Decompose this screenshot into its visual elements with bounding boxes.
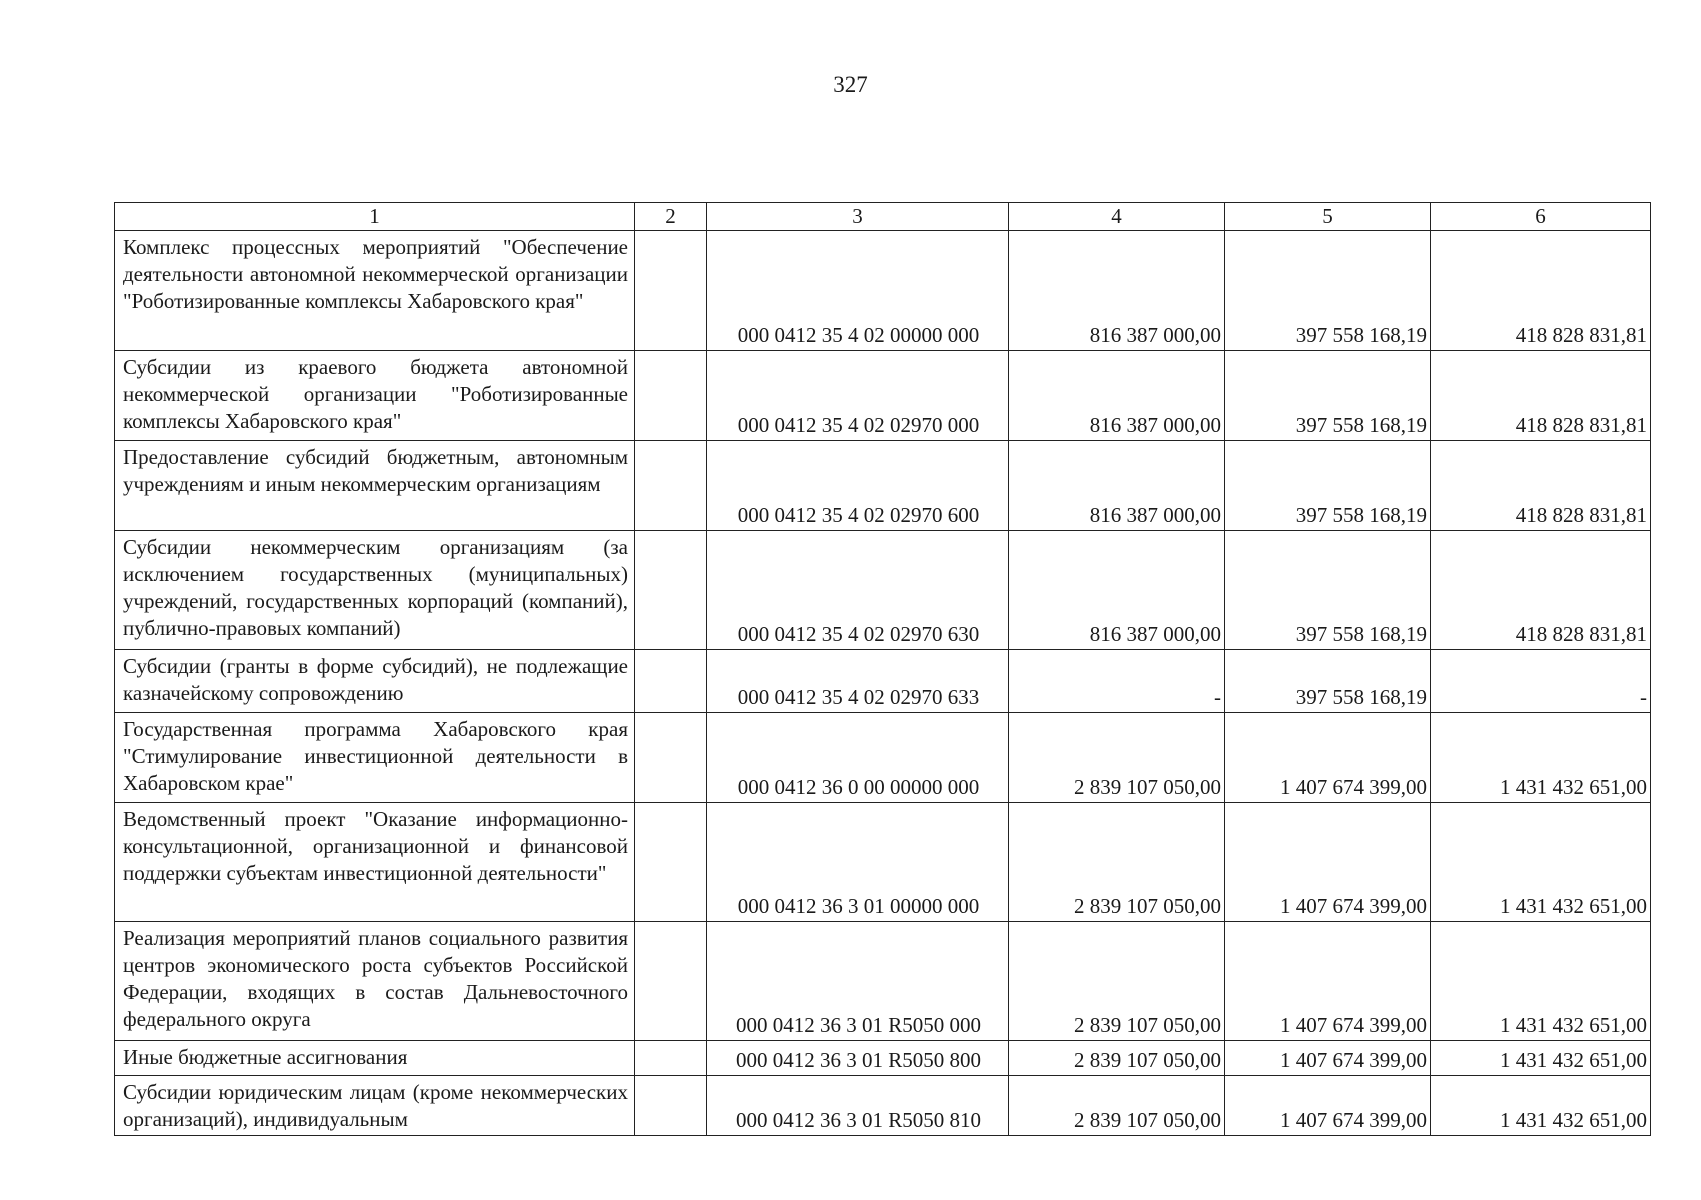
budget-table <box>114 202 1651 1136</box>
amount-col-5: 397 558 168,19 <box>1225 531 1431 650</box>
item-name: Предоставление субсидий бюджетным, автономным учреждениям и иным некоммерческим организациям <box>115 441 635 531</box>
amount-col-4: 816 387 000,00 <box>1009 441 1225 531</box>
amount-col-4: 2 839 107 050,00 <box>1009 1041 1225 1076</box>
column-header-5: 5 <box>1225 203 1431 231</box>
amount-col-4: 816 387 000,00 <box>1009 531 1225 650</box>
page-number: 327 <box>833 72 868 97</box>
budget-code: 000 0412 36 3 01 R5050 810 <box>707 1076 1009 1136</box>
column-2-cell <box>635 231 707 351</box>
amount-col-4: 816 387 000,00 <box>1009 351 1225 441</box>
budget-code: 000 0412 35 4 02 00000 000 <box>707 231 1009 351</box>
column-2-cell <box>635 531 707 650</box>
amount-col-6: 1 431 432 651,00 <box>1431 713 1651 803</box>
table-row <box>115 231 1651 351</box>
item-name: Субсидии из краевого бюджета автономной некоммерческой организации "Роботизированные комплексы Хабаровского края" <box>115 351 635 441</box>
item-name: Субсидии (гранты в форме субсидий), не подлежащие казначейскому сопровождению <box>115 650 635 713</box>
amount-col-6: 418 828 831,81 <box>1431 231 1651 351</box>
budget-code: 000 0412 35 4 02 02970 633 <box>707 650 1009 713</box>
budget-code: 000 0412 36 3 01 R5050 000 <box>707 922 1009 1041</box>
item-name: Реализация мероприятий планов социального развития центров экономического роста субъектов Российской Федерации, входящих в состав Дальневосточного федерального округа <box>115 922 635 1041</box>
table-row <box>115 922 1651 1041</box>
table-row <box>115 441 1651 531</box>
column-header-6: 6 <box>1431 203 1651 231</box>
amount-col-6: 418 828 831,81 <box>1431 441 1651 531</box>
item-name: Государственная программа Хабаровского края "Стимулирование инвестиционной деятельности в Хабаровском крае" <box>115 713 635 803</box>
item-name: Ведомственный проект "Оказание информационно-консультационной, организационной и финансовой поддержки субъектам инвестиционной деятельности" <box>115 803 635 922</box>
amount-col-5: 397 558 168,19 <box>1225 351 1431 441</box>
table-row <box>115 1076 1651 1136</box>
table-row <box>115 803 1651 922</box>
column-2-cell <box>635 713 707 803</box>
column-2-cell <box>635 351 707 441</box>
column-2-cell <box>635 441 707 531</box>
amount-col-5: 397 558 168,19 <box>1225 650 1431 713</box>
column-header-3: 3 <box>707 203 1009 231</box>
budget-code: 000 0412 36 3 01 R5050 800 <box>707 1041 1009 1076</box>
column-header-1: 1 <box>115 203 635 231</box>
amount-col-4: - <box>1009 650 1225 713</box>
table-row <box>115 531 1651 650</box>
amount-col-5: 1 407 674 399,00 <box>1225 1041 1431 1076</box>
amount-col-6: - <box>1431 650 1651 713</box>
item-name: Субсидии некоммерческим организациям (за исключением государственных (муниципальных) учреждений, государственных корпораций (компаний), публично-правовых компаний) <box>115 531 635 650</box>
table-row <box>115 1041 1651 1076</box>
column-2-cell <box>635 1041 707 1076</box>
header-row <box>115 203 1651 231</box>
table-row <box>115 650 1651 713</box>
item-name: Комплекс процессных мероприятий "Обеспечение деятельности автономной некоммерческой организации "Роботизированные комплексы Хабаровского края" <box>115 231 635 351</box>
amount-col-5: 1 407 674 399,00 <box>1225 803 1431 922</box>
amount-col-4: 816 387 000,00 <box>1009 231 1225 351</box>
amount-col-5: 397 558 168,19 <box>1225 231 1431 351</box>
amount-col-6: 1 431 432 651,00 <box>1431 922 1651 1041</box>
amount-col-6: 1 431 432 651,00 <box>1431 1041 1651 1076</box>
amount-col-4: 2 839 107 050,00 <box>1009 922 1225 1041</box>
amount-col-5: 1 407 674 399,00 <box>1225 922 1431 1041</box>
amount-col-5: 1 407 674 399,00 <box>1225 1076 1431 1136</box>
column-2-cell <box>635 1076 707 1136</box>
amount-col-4: 2 839 107 050,00 <box>1009 1076 1225 1136</box>
column-header-2: 2 <box>635 203 707 231</box>
table-row <box>115 351 1651 441</box>
amount-col-6: 418 828 831,81 <box>1431 531 1651 650</box>
column-2-cell <box>635 803 707 922</box>
amount-col-4: 2 839 107 050,00 <box>1009 713 1225 803</box>
amount-col-6: 418 828 831,81 <box>1431 351 1651 441</box>
amount-col-5: 397 558 168,19 <box>1225 441 1431 531</box>
item-name: Субсидии юридическим лицам (кроме некоммерческих организаций), индивидуальным <box>115 1076 635 1136</box>
column-2-cell <box>635 922 707 1041</box>
column-2-cell <box>635 650 707 713</box>
budget-code: 000 0412 35 4 02 02970 630 <box>707 531 1009 650</box>
amount-col-6: 1 431 432 651,00 <box>1431 1076 1651 1136</box>
budget-code: 000 0412 36 3 01 00000 000 <box>707 803 1009 922</box>
amount-col-6: 1 431 432 651,00 <box>1431 803 1651 922</box>
amount-col-5: 1 407 674 399,00 <box>1225 713 1431 803</box>
column-header-4: 4 <box>1009 203 1225 231</box>
budget-code: 000 0412 35 4 02 02970 600 <box>707 441 1009 531</box>
budget-code: 000 0412 36 0 00 00000 000 <box>707 713 1009 803</box>
item-name: Иные бюджетные ассигнования <box>115 1041 635 1076</box>
table-row <box>115 713 1651 803</box>
budget-code: 000 0412 35 4 02 02970 000 <box>707 351 1009 441</box>
amount-col-4: 2 839 107 050,00 <box>1009 803 1225 922</box>
